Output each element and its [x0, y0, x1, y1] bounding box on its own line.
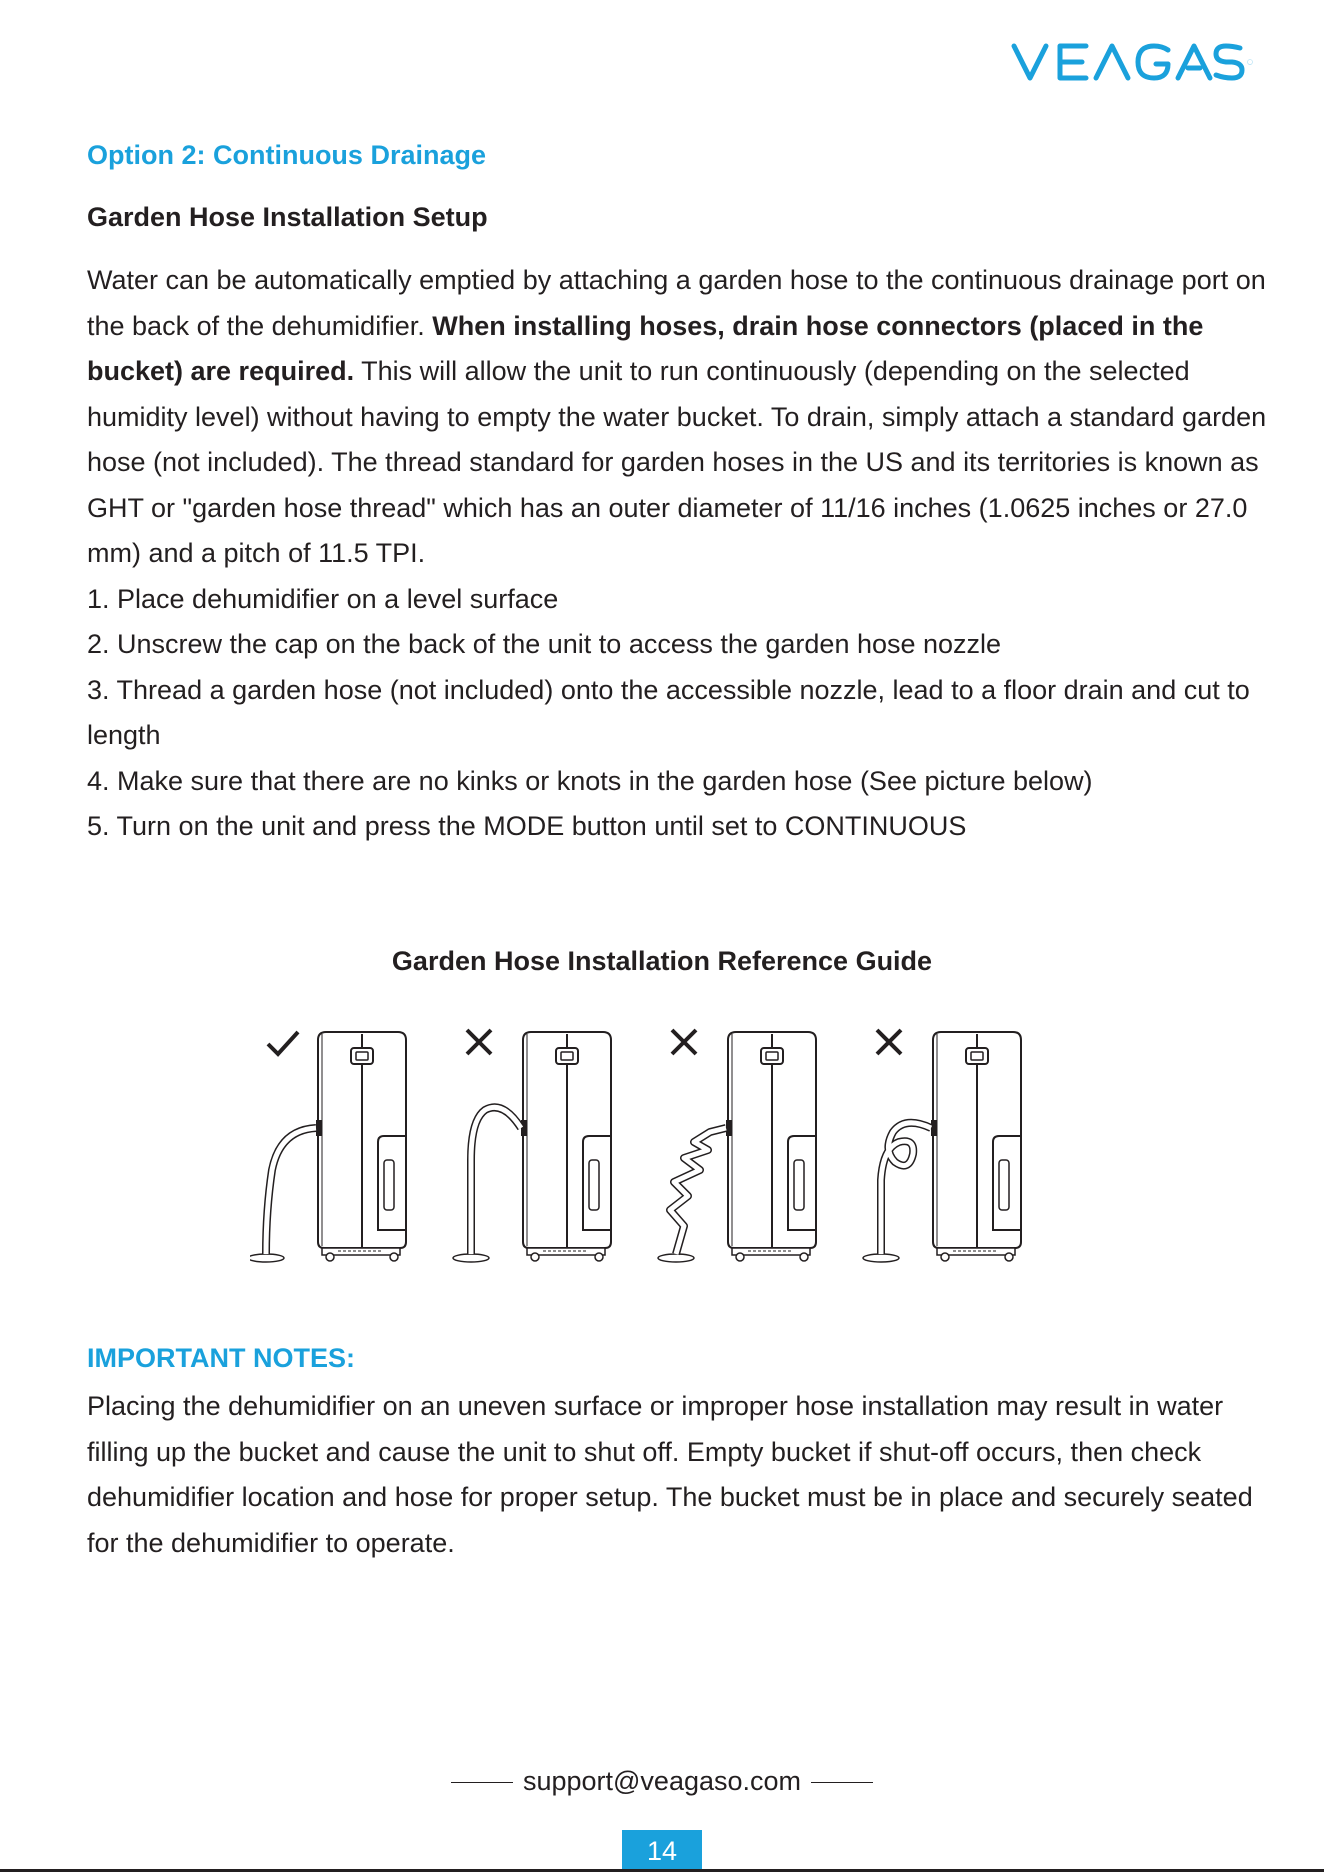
step-1: 1. Place dehumidifier on a level surface	[87, 583, 559, 614]
figure-hose-looped	[863, 1030, 1021, 1262]
cross-icon	[467, 1030, 491, 1054]
hose-installation-figures	[250, 1020, 1090, 1275]
notes-heading: IMPORTANT NOTES:	[87, 1343, 355, 1373]
guide-title: Garden Hose Installation Reference Guide	[391, 946, 933, 976]
veagaso-logo	[1010, 38, 1266, 86]
figure-correct	[250, 1032, 406, 1262]
cross-icon	[877, 1030, 901, 1054]
setup-heading: Garden Hose Installation Setup	[87, 202, 488, 232]
cross-icon	[672, 1030, 696, 1054]
check-icon	[268, 1032, 298, 1054]
intro-paragraph	[87, 258, 1267, 577]
step-2: 2. Unscrew the cap on the back of the unit to access the garden hose nozzle	[87, 629, 1002, 659]
figure-hose-too-high	[453, 1030, 611, 1262]
notes-body	[87, 1384, 1257, 1566]
footer	[0, 1766, 1324, 1797]
step-5: 5. Turn on the unit and press the MODE button until set to CONTINUOUS	[87, 811, 967, 841]
notes-paragraph: Placing the dehumidifier on an uneven surface or improper hose installation may result in water filling up the bucket and cause the unit to shut off. Empty bucket if shut-off occurs, then check dehumidifier location and hose for proper setup. The bucket must be in place and securely seated for the dehumidifier to operate.	[87, 1391, 1253, 1558]
footer-dash-right	[811, 1782, 873, 1783]
step-4: 4. Make sure that there are no kinks or knots in the garden hose (See picture below)	[87, 765, 1093, 796]
page-number: 14	[622, 1830, 702, 1870]
figure-hose-kinked	[658, 1030, 816, 1262]
intro-text: Water can be automatically emptied by attaching a garden hose to the continuous drainage port on the back of the dehumidifier.	[87, 265, 1266, 341]
footer-dash-left	[451, 1782, 513, 1783]
instructions-body	[87, 258, 1267, 850]
intro-bold-text: When installing hoses, drain hose connectors (placed in the bucket) are required.	[87, 310, 1204, 386]
option-heading: Option 2: Continuous Drainage	[87, 140, 486, 170]
step-3: 3. Thread a garden hose (not included) onto the accessible nozzle, lead to a floor drain and cut to length	[87, 674, 1250, 750]
support-email-link[interactable]: support@veagaso.com	[522, 1766, 802, 1796]
intro-text-continued: This will allow the unit to run continuously (depending on the selected humidity level) without having to empty the water bucket. To drain, simply attach a standard garden hose (not included). The thread standard for garden hoses in the US and its territories is known as GHT or "garden hose thread" which has an outer diameter of 11/16 inches (1.0625 inches or 27.0 mm) and a pitch of 11.5 TPI.	[87, 356, 1267, 568]
